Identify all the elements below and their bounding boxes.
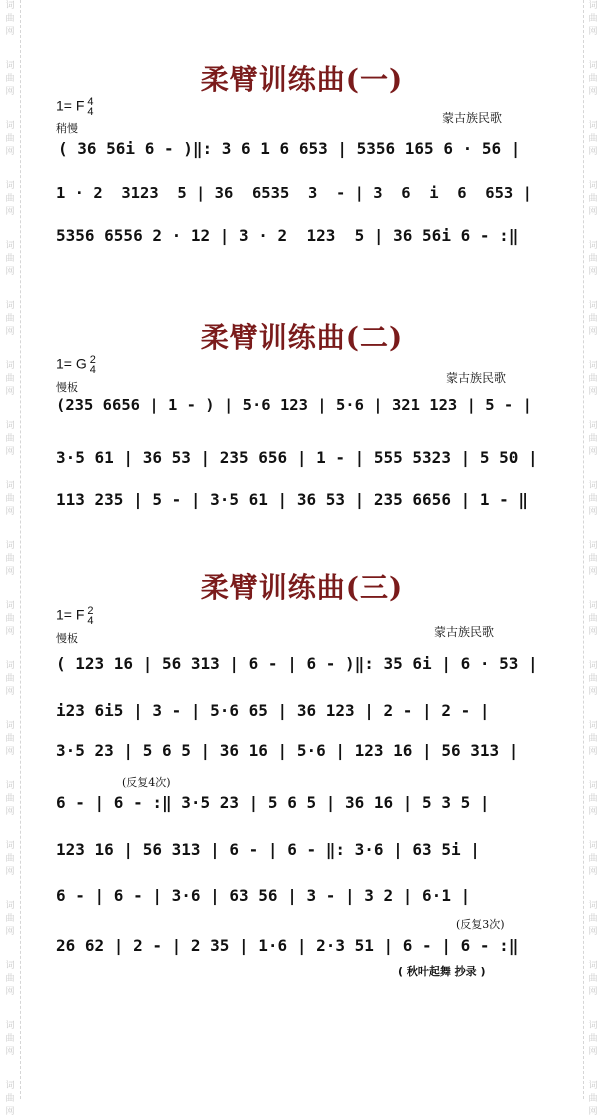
watermark-glyph: 曲 (588, 554, 598, 564)
watermark-glyph: 词 (588, 661, 598, 671)
watermark-glyph: 曲 (588, 314, 598, 324)
watermark-glyph: 网 (588, 867, 598, 877)
song-3-line-4: 6 - | 6 - :‖ 3·5 23 | 5 6 5 | 36 16 | 5 3 5 | (56, 793, 490, 812)
watermark-glyph: 词 (5, 61, 15, 71)
watermark-glyph: 曲 (588, 1034, 598, 1044)
watermark-glyph: 网 (5, 627, 15, 637)
watermark-glyph: 词 (588, 301, 598, 311)
song-3-key-label: 1= F (56, 606, 85, 623)
watermark-glyph: 网 (588, 1047, 598, 1057)
watermark-glyph: 曲 (588, 254, 598, 264)
watermark-glyph: 网 (5, 687, 15, 697)
watermark-glyph: 词 (5, 481, 15, 491)
watermark-glyph: 词 (588, 421, 598, 431)
watermark-glyph: 曲 (588, 914, 598, 924)
sheet-music-page (22, 0, 582, 1099)
watermark-glyph: 曲 (5, 494, 15, 504)
song-3-repeat-note-2: (反复3次) (456, 918, 505, 931)
watermark-glyph: 词 (5, 1081, 15, 1091)
watermark-glyph: 网 (5, 207, 15, 217)
watermark-glyph: 曲 (5, 1034, 15, 1044)
watermark-glyph: 词 (5, 541, 15, 551)
watermark-glyph: 词 (588, 1021, 598, 1031)
watermark-glyph: 曲 (588, 974, 598, 984)
watermark-glyph: 曲 (5, 674, 15, 684)
watermark-glyph: 词 (5, 781, 15, 791)
watermark-glyph: 词 (5, 121, 15, 131)
song-3-time-bottom: 4 (87, 615, 94, 627)
watermark-glyph: 网 (588, 27, 598, 37)
watermark-glyph: 网 (5, 387, 15, 397)
watermark-glyph: 网 (5, 927, 15, 937)
watermark-glyph: 词 (588, 61, 598, 71)
watermark-glyph: 曲 (5, 134, 15, 144)
watermark-glyph: 词 (588, 541, 598, 551)
watermark-glyph: 词 (5, 841, 15, 851)
watermark-glyph: 曲 (5, 194, 15, 204)
watermark-glyph: 曲 (5, 314, 15, 324)
watermark-glyph: 网 (5, 867, 15, 877)
song-3-time-top: 2 (87, 605, 94, 617)
song-1-origin: 蒙古族民歌 (442, 111, 503, 125)
watermark-glyph: 曲 (5, 554, 15, 564)
song-3-line-6: 6 - | 6 - | 3·6 | 63 56 | 3 - | 3 2 | 6·1 | (56, 886, 471, 905)
watermark-glyph: 词 (588, 361, 598, 371)
watermark-glyph: 曲 (5, 914, 15, 924)
song-1-key-label: 1= F (56, 97, 85, 114)
watermark-glyph: 网 (588, 87, 598, 97)
watermark-glyph: 网 (588, 267, 598, 277)
watermark-glyph: 网 (588, 747, 598, 757)
watermark-glyph: 词 (588, 781, 598, 791)
song-3-credit: ( 秋叶起舞 抄录 ) (398, 965, 486, 978)
song-3-tempo: 慢板 (56, 632, 78, 645)
song-2-time-signature (90, 355, 96, 375)
song-1-time-signature (87, 97, 93, 117)
watermark-glyph: 网 (5, 1047, 15, 1057)
song-2-time-bottom: 4 (89, 364, 96, 376)
watermark-glyph: 词 (588, 181, 598, 191)
watermark-glyph: 词 (588, 481, 598, 491)
song-2-line-3: 113 235 | 5 - | 3·5 61 | 36 53 | 235 6656 | 1 - ‖ (56, 490, 529, 509)
watermark-glyph: 词 (5, 961, 15, 971)
watermark-glyph: 网 (588, 447, 598, 457)
song-1-time-top: 4 (87, 96, 94, 108)
watermark-glyph: 网 (588, 507, 598, 517)
watermark-glyph: 网 (588, 1107, 598, 1117)
song-1-time-bottom: 4 (87, 106, 94, 118)
watermark-glyph: 曲 (5, 14, 15, 24)
watermark-glyph: 词 (5, 181, 15, 191)
song-2-line-1: (235 6656 | 1 - ) | 5·6 123 | 5·6 | 321 123 | 5 - | (56, 396, 532, 414)
watermark-glyph: 网 (588, 207, 598, 217)
song-2-time-top: 2 (89, 354, 96, 366)
song-1-key (56, 97, 94, 117)
watermark-glyph: 网 (588, 807, 598, 817)
watermark-glyph: 网 (5, 147, 15, 157)
watermark-glyph: 网 (588, 987, 598, 997)
watermark-glyph: 词 (5, 301, 15, 311)
watermark-glyph: 曲 (588, 794, 598, 804)
watermark-glyph: 曲 (588, 14, 598, 24)
watermark-glyph: 词 (588, 961, 598, 971)
watermark-glyph: 曲 (588, 734, 598, 744)
watermark-glyph: 曲 (588, 194, 598, 204)
song-3-line-3: 3·5 23 | 5 6 5 | 36 16 | 5·6 | 123 16 | 56 313 | (56, 741, 519, 760)
watermark-glyph: 词 (588, 601, 598, 611)
watermark-glyph: 曲 (588, 674, 598, 684)
song-2-key-label: 1= G (56, 355, 87, 372)
watermark-glyph: 网 (588, 927, 598, 937)
song-3-origin: 蒙古族民歌 (434, 625, 495, 639)
watermark-glyph: 曲 (5, 1094, 15, 1104)
watermark-glyph: 网 (5, 87, 15, 97)
watermark-glyph: 曲 (588, 614, 598, 624)
watermark-glyph: 曲 (588, 854, 598, 864)
watermark-glyph: 词 (5, 661, 15, 671)
watermark-glyph: 网 (5, 447, 15, 457)
song-3-key (56, 606, 94, 626)
watermark-glyph: 词 (5, 1021, 15, 1031)
song-2-key (56, 355, 96, 375)
watermark-glyph: 词 (588, 1, 598, 11)
song-1-title: 柔臂训练曲(一) (200, 63, 404, 96)
watermark-glyph: 词 (588, 1081, 598, 1091)
song-2-line-2: 3·5 61 | 36 53 | 235 656 | 1 - | 555 5323 | 5 50 | (56, 448, 538, 467)
watermark-glyph: 曲 (588, 1094, 598, 1104)
watermark-glyph: 网 (588, 147, 598, 157)
song-3-line-7: 26 62 | 2 - | 2 35 | 1·6 | 2·3 51 | 6 - | 6 - :‖ (56, 936, 519, 955)
song-3-line-5: 123 16 | 56 313 | 6 - | 6 - ‖: 3·6 | 63 5i | (56, 840, 480, 859)
song-1-line-3: 5356 6556 2 · 12 | 3 · 2 123 5 | 36 56i 6 - :‖ (56, 226, 519, 245)
watermark-glyph: 曲 (5, 614, 15, 624)
watermark-glyph: 词 (5, 421, 15, 431)
watermark-glyph: 网 (5, 807, 15, 817)
watermark-glyph: 词 (5, 601, 15, 611)
watermark-glyph: 词 (5, 361, 15, 371)
watermark-glyph: 词 (588, 241, 598, 251)
song-2-tempo: 慢板 (56, 381, 78, 394)
watermark-glyph: 曲 (588, 134, 598, 144)
watermark-glyph: 词 (588, 721, 598, 731)
watermark-glyph: 曲 (5, 854, 15, 864)
watermark-glyph: 网 (588, 327, 598, 337)
song-3-time-signature (87, 606, 93, 626)
watermark-glyph: 词 (5, 901, 15, 911)
watermark-glyph: 曲 (588, 494, 598, 504)
watermark-glyph: 网 (5, 267, 15, 277)
watermark-glyph: 曲 (588, 74, 598, 84)
song-1-line-1: ( 36 56i 6 - )‖: 3 6 1 6 653 | 5356 165 6 · 56 | (58, 139, 521, 158)
watermark-glyph: 网 (5, 747, 15, 757)
song-2-origin: 蒙古族民歌 (446, 371, 507, 385)
watermark-glyph: 曲 (5, 374, 15, 384)
watermark-glyph: 网 (5, 987, 15, 997)
song-3-line-1: ( 123 16 | 56 313 | 6 - | 6 - )‖: 35 6i | 6 · 53 | (56, 654, 538, 673)
watermark-glyph: 曲 (5, 434, 15, 444)
watermark-glyph: 词 (588, 121, 598, 131)
watermark-glyph: 词 (588, 901, 598, 911)
watermark-glyph: 曲 (588, 374, 598, 384)
song-3-line-2: i23 6i5 | 3 - | 5·6 65 | 36 123 | 2 - | 2 - | (56, 701, 490, 720)
watermark-glyph: 网 (5, 1107, 15, 1117)
song-3-repeat-note-1: (反复4次) (122, 776, 171, 789)
watermark-glyph: 曲 (5, 974, 15, 984)
watermark-glyph: 网 (588, 567, 598, 577)
watermark-glyph: 词 (5, 241, 15, 251)
watermark-glyph: 网 (588, 387, 598, 397)
song-3-title: 柔臂训练曲(三) (200, 571, 404, 604)
watermark-glyph: 词 (5, 721, 15, 731)
watermark-glyph: 词 (588, 841, 598, 851)
watermark-glyph: 网 (588, 687, 598, 697)
watermark-glyph: 曲 (5, 794, 15, 804)
watermark-glyph: 曲 (588, 434, 598, 444)
song-1-tempo: 稍慢 (56, 122, 78, 135)
watermark-glyph: 网 (588, 627, 598, 637)
watermark-glyph: 曲 (5, 254, 15, 264)
watermark-glyph: 词 (5, 1, 15, 11)
watermark-glyph: 网 (5, 507, 15, 517)
song-1-line-2: 1 · 2 3123 5 | 36 6535 3 - | 3 6 i 6 653 | (56, 184, 532, 202)
watermark-glyph: 网 (5, 327, 15, 337)
watermark-glyph: 曲 (5, 74, 15, 84)
watermark-glyph: 曲 (5, 734, 15, 744)
watermark-glyph: 网 (5, 27, 15, 37)
watermark-glyph: 网 (5, 567, 15, 577)
song-2-title: 柔臂训练曲(二) (200, 321, 404, 354)
